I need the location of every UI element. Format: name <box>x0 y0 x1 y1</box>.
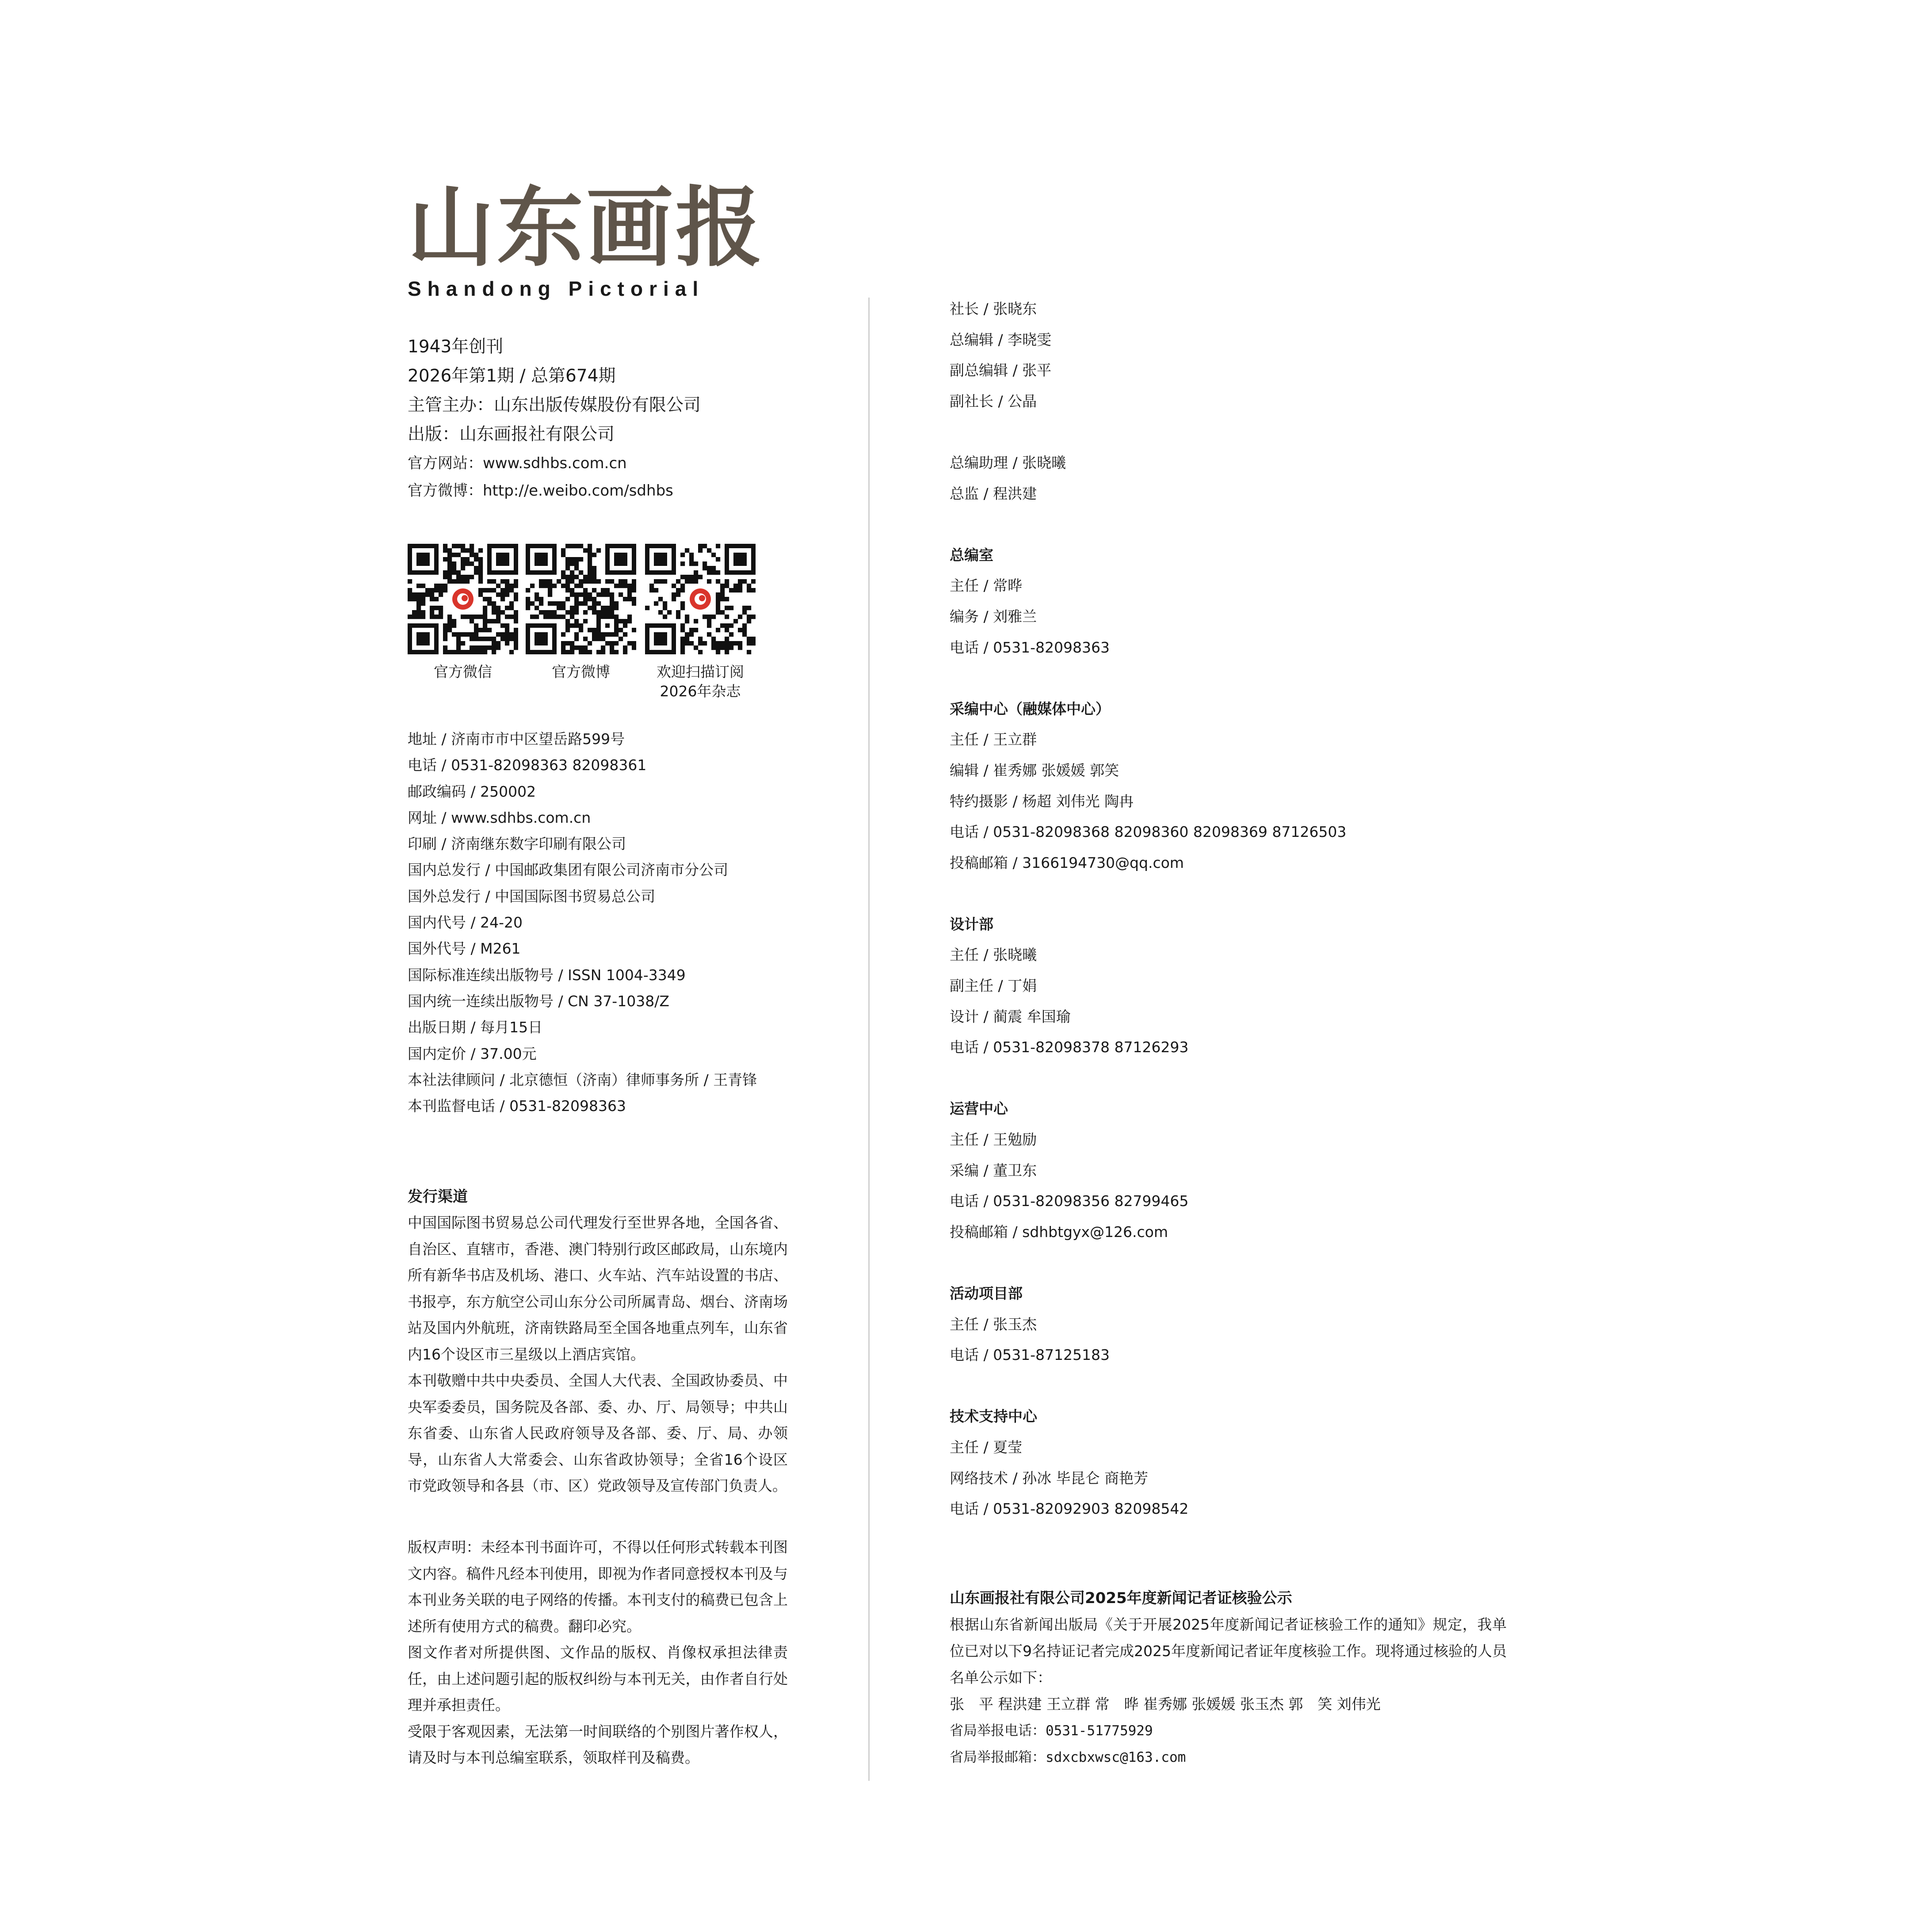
staff-line: 主任 / 夏莹 <box>950 1438 1023 1456</box>
foreign-distributor-row: 国外总发行 / 中国国际图书贸易总公司 <box>408 887 656 905</box>
phone-row: 电话 / 0531-82098363 82098361 <box>408 756 647 774</box>
issue-number: 2026年第1期 / 总第674期 <box>408 366 616 386</box>
publication-info-list <box>408 726 828 1119</box>
cn-row: 国内统一连续出版物号 / CN 37-1038/Z <box>408 992 669 1010</box>
staff-line: 主任 / 王勉励 <box>950 1131 1037 1149</box>
copyright-paragraph: 受限于客观因素，无法第一时间联络的个别图片著作权人，请及时与本刊总编室联系，领取样刊及稿费。 <box>408 1722 788 1766</box>
weibo-link[interactable]: 官方微博：http://e.weibo.com/sdhbs <box>408 482 673 500</box>
department-title: 运营中心 <box>950 1100 1008 1118</box>
notice-title: 山东画报社有限公司2025年度新闻记者证核验公示 <box>950 1589 1292 1607</box>
staff-line: 网络技术 / 孙冰 毕昆仑 商艳芳 <box>950 1469 1149 1487</box>
qr-code-icon <box>408 544 518 654</box>
report-phone: 省局举报电话：0531-51775929 <box>950 1723 1153 1739</box>
distribution-section <box>408 1184 788 1499</box>
staff-line: 主任 / 张晓曦 <box>950 946 1037 964</box>
distribution-title: 发行渠道 <box>408 1188 468 1206</box>
department-title: 采编中心（融媒体中心） <box>950 700 1110 718</box>
qr-code-row <box>408 544 761 721</box>
staff-list <box>950 294 1701 1524</box>
address-row: 地址 / 济南市市中区望岳路599号 <box>408 730 625 748</box>
spacer <box>950 509 1701 540</box>
staff-line: 总监 / 程洪建 <box>950 485 1037 502</box>
staff-line: 社长 / 张晓东 <box>950 300 1037 317</box>
qr-code-icon <box>645 544 756 654</box>
qr-caption: 官方微博 <box>552 663 610 680</box>
department-title: 技术支持中心 <box>950 1408 1037 1425</box>
legal-advisor-row: 本社法律顾问 / 北京德恒（济南）律师事务所 / 王青锋 <box>408 1071 757 1088</box>
staff-line: 编务 / 刘雅兰 <box>950 607 1037 625</box>
report-email[interactable]: 省局举报邮箱：sdxcbxwsc@163.com <box>950 1749 1186 1765</box>
staff-line: 电话 / 0531-87125183 <box>950 1346 1110 1364</box>
staff-line: 电话 / 0531-82098363 <box>950 638 1110 656</box>
domestic-distributor-row: 国内总发行 / 中国邮政集团有限公司济南市分公司 <box>408 861 729 879</box>
publisher: 出版：山东画报社有限公司 <box>408 424 615 444</box>
qr-weibo[interactable] <box>521 544 641 682</box>
website-link[interactable]: 官方网站：www.sdhbs.com.cn <box>408 454 627 472</box>
staff-line: 电话 / 0531-82098378 87126293 <box>950 1039 1189 1056</box>
distribution-paragraph: 本刊敬赠中共中央委员、全国人大代表、全国政协委员、中央军委委员，国务院及各部、委、办、厅、局领导；中共山东省委、山东省人民政府领导及各部、委、厅、局、办领导，山东省人大常委会、山东省政协领导；全省16个设区市党政领导和各县（市、区）党政领导及宣传部门负责人。 <box>408 1372 788 1494</box>
qr-caption: 官方微信 <box>434 663 492 680</box>
postcode-row: 邮政编码 / 250002 <box>408 783 536 800</box>
issue-info <box>408 332 850 504</box>
website-row[interactable]: 网址 / www.sdhbs.com.cn <box>408 809 591 826</box>
spacer <box>950 663 1701 694</box>
spacer <box>950 1247 1701 1278</box>
staff-line: 电话 / 0531-82098368 82098360 82098369 87126503 <box>950 823 1347 841</box>
staff-line: 主任 / 张玉杰 <box>950 1315 1037 1333</box>
brand-subtitle: Shandong Pictorial <box>408 277 705 300</box>
staff-line: 编辑 / 崔秀娜 张媛媛 郭笑 <box>950 761 1119 779</box>
qr-wechat[interactable] <box>403 544 523 682</box>
brand-logo <box>408 177 765 301</box>
qr-code-icon <box>526 544 636 654</box>
spacer <box>950 1063 1701 1094</box>
press-card-notice <box>950 1585 1507 1771</box>
issn-row: 国际标准连续出版物号 / ISSN 1004-3349 <box>408 966 686 984</box>
staff-line: 主任 / 王立群 <box>950 731 1037 748</box>
notice-body: 根据山东省新闻出版局《关于开展2025年度新闻记者证核验工作的通知》规定，我单位已对以下9名持证记者完成2025年度新闻记者证年度核验工作。现将通过核验的人员名单公示如下： <box>950 1616 1507 1686</box>
department-title: 活动项目部 <box>950 1285 1023 1302</box>
department-title: 设计部 <box>950 915 993 933</box>
qr-subscribe[interactable] <box>641 544 760 701</box>
department-title: 总编室 <box>950 546 993 564</box>
notice-names: 张 平 程洪建 王立群 常 晔 崔秀娜 张媛媛 张玉杰 郭 笑 刘伟光 <box>950 1695 1381 1713</box>
foreign-code-row: 国外代号 / M261 <box>408 940 521 958</box>
staff-line: 总编助理 / 张晓曦 <box>950 454 1066 471</box>
printer-row: 印刷 / 济南继东数字印刷有限公司 <box>408 835 626 853</box>
qr-caption: 欢迎扫描订阅 <box>657 663 744 680</box>
price-row: 国内定价 / 37.00元 <box>408 1045 537 1062</box>
copyright-section <box>408 1534 788 1771</box>
supervision-phone-row: 本刊监督电话 / 0531-82098363 <box>408 1097 626 1115</box>
spacer <box>950 878 1701 909</box>
submission-email[interactable]: 投稿邮箱 / 3166194730@qq.com <box>950 854 1184 871</box>
distribution-paragraph: 中国国际图书贸易总公司代理发行至世界各地，全国各省、自治区、直辖市，香港、澳门特别行政区邮政局，山东境内所有新华书店及机场、港口、火车站、汽车站设置的书店、书报亭，东方航空公司山东分公司所属青岛、烟台、济南场站及国内外航班，济南铁路局至全国各地重点列车，山东省内16个设区市三星级以上酒店宾馆。 <box>408 1214 788 1363</box>
publish-date-row: 出版日期 / 每月15日 <box>408 1019 543 1036</box>
spacer <box>950 416 1701 447</box>
qr-caption-line2: 2026年杂志 <box>660 683 741 700</box>
staff-line: 副社长 / 公晶 <box>950 392 1037 410</box>
founded-text: 1943年创刊 <box>408 337 504 357</box>
column-divider <box>868 298 870 1781</box>
staff-line: 特约摄影 / 杨超 刘伟光 陶冉 <box>950 792 1134 810</box>
staff-line: 电话 / 0531-82098356 82799465 <box>950 1192 1189 1210</box>
staff-line: 副总编辑 / 张平 <box>950 362 1052 379</box>
publisher-org: 主管主办：山东出版传媒股份有限公司 <box>408 395 701 415</box>
staff-line: 主任 / 常晔 <box>950 577 1023 595</box>
staff-line: 采编 / 董卫东 <box>950 1161 1037 1179</box>
staff-line: 副主任 / 丁娟 <box>950 977 1037 995</box>
brand-title: 山东画报 <box>408 177 765 279</box>
domestic-code-row: 国内代号 / 24-20 <box>408 914 523 932</box>
spacer <box>950 1371 1701 1401</box>
staff-line: 电话 / 0531-82092903 82098542 <box>950 1500 1189 1518</box>
copyright-paragraph: 图文作者对所提供图、文作品的版权、肖像权承担法律责任，由上述问题引起的版权纠纷与本刊无关，由作者自行处理并承担责任。 <box>408 1644 788 1714</box>
submission-email[interactable]: 投稿邮箱 / sdhbtgyx@126.com <box>950 1223 1168 1241</box>
staff-line: 总编辑 / 李晓雯 <box>950 331 1052 348</box>
staff-line: 设计 / 蔺震 牟国瑜 <box>950 1008 1071 1025</box>
copyright-paragraph: 版权声明：未经本刊书面许可，不得以任何形式转载本刊图文内容。稿件凡经本刊使用，即视为作者同意授权本刊及与本刊业务关联的电子网络的传播。本刊支付的稿费已包含上述所有使用方式的稿费。翻印必究。 <box>408 1539 788 1635</box>
